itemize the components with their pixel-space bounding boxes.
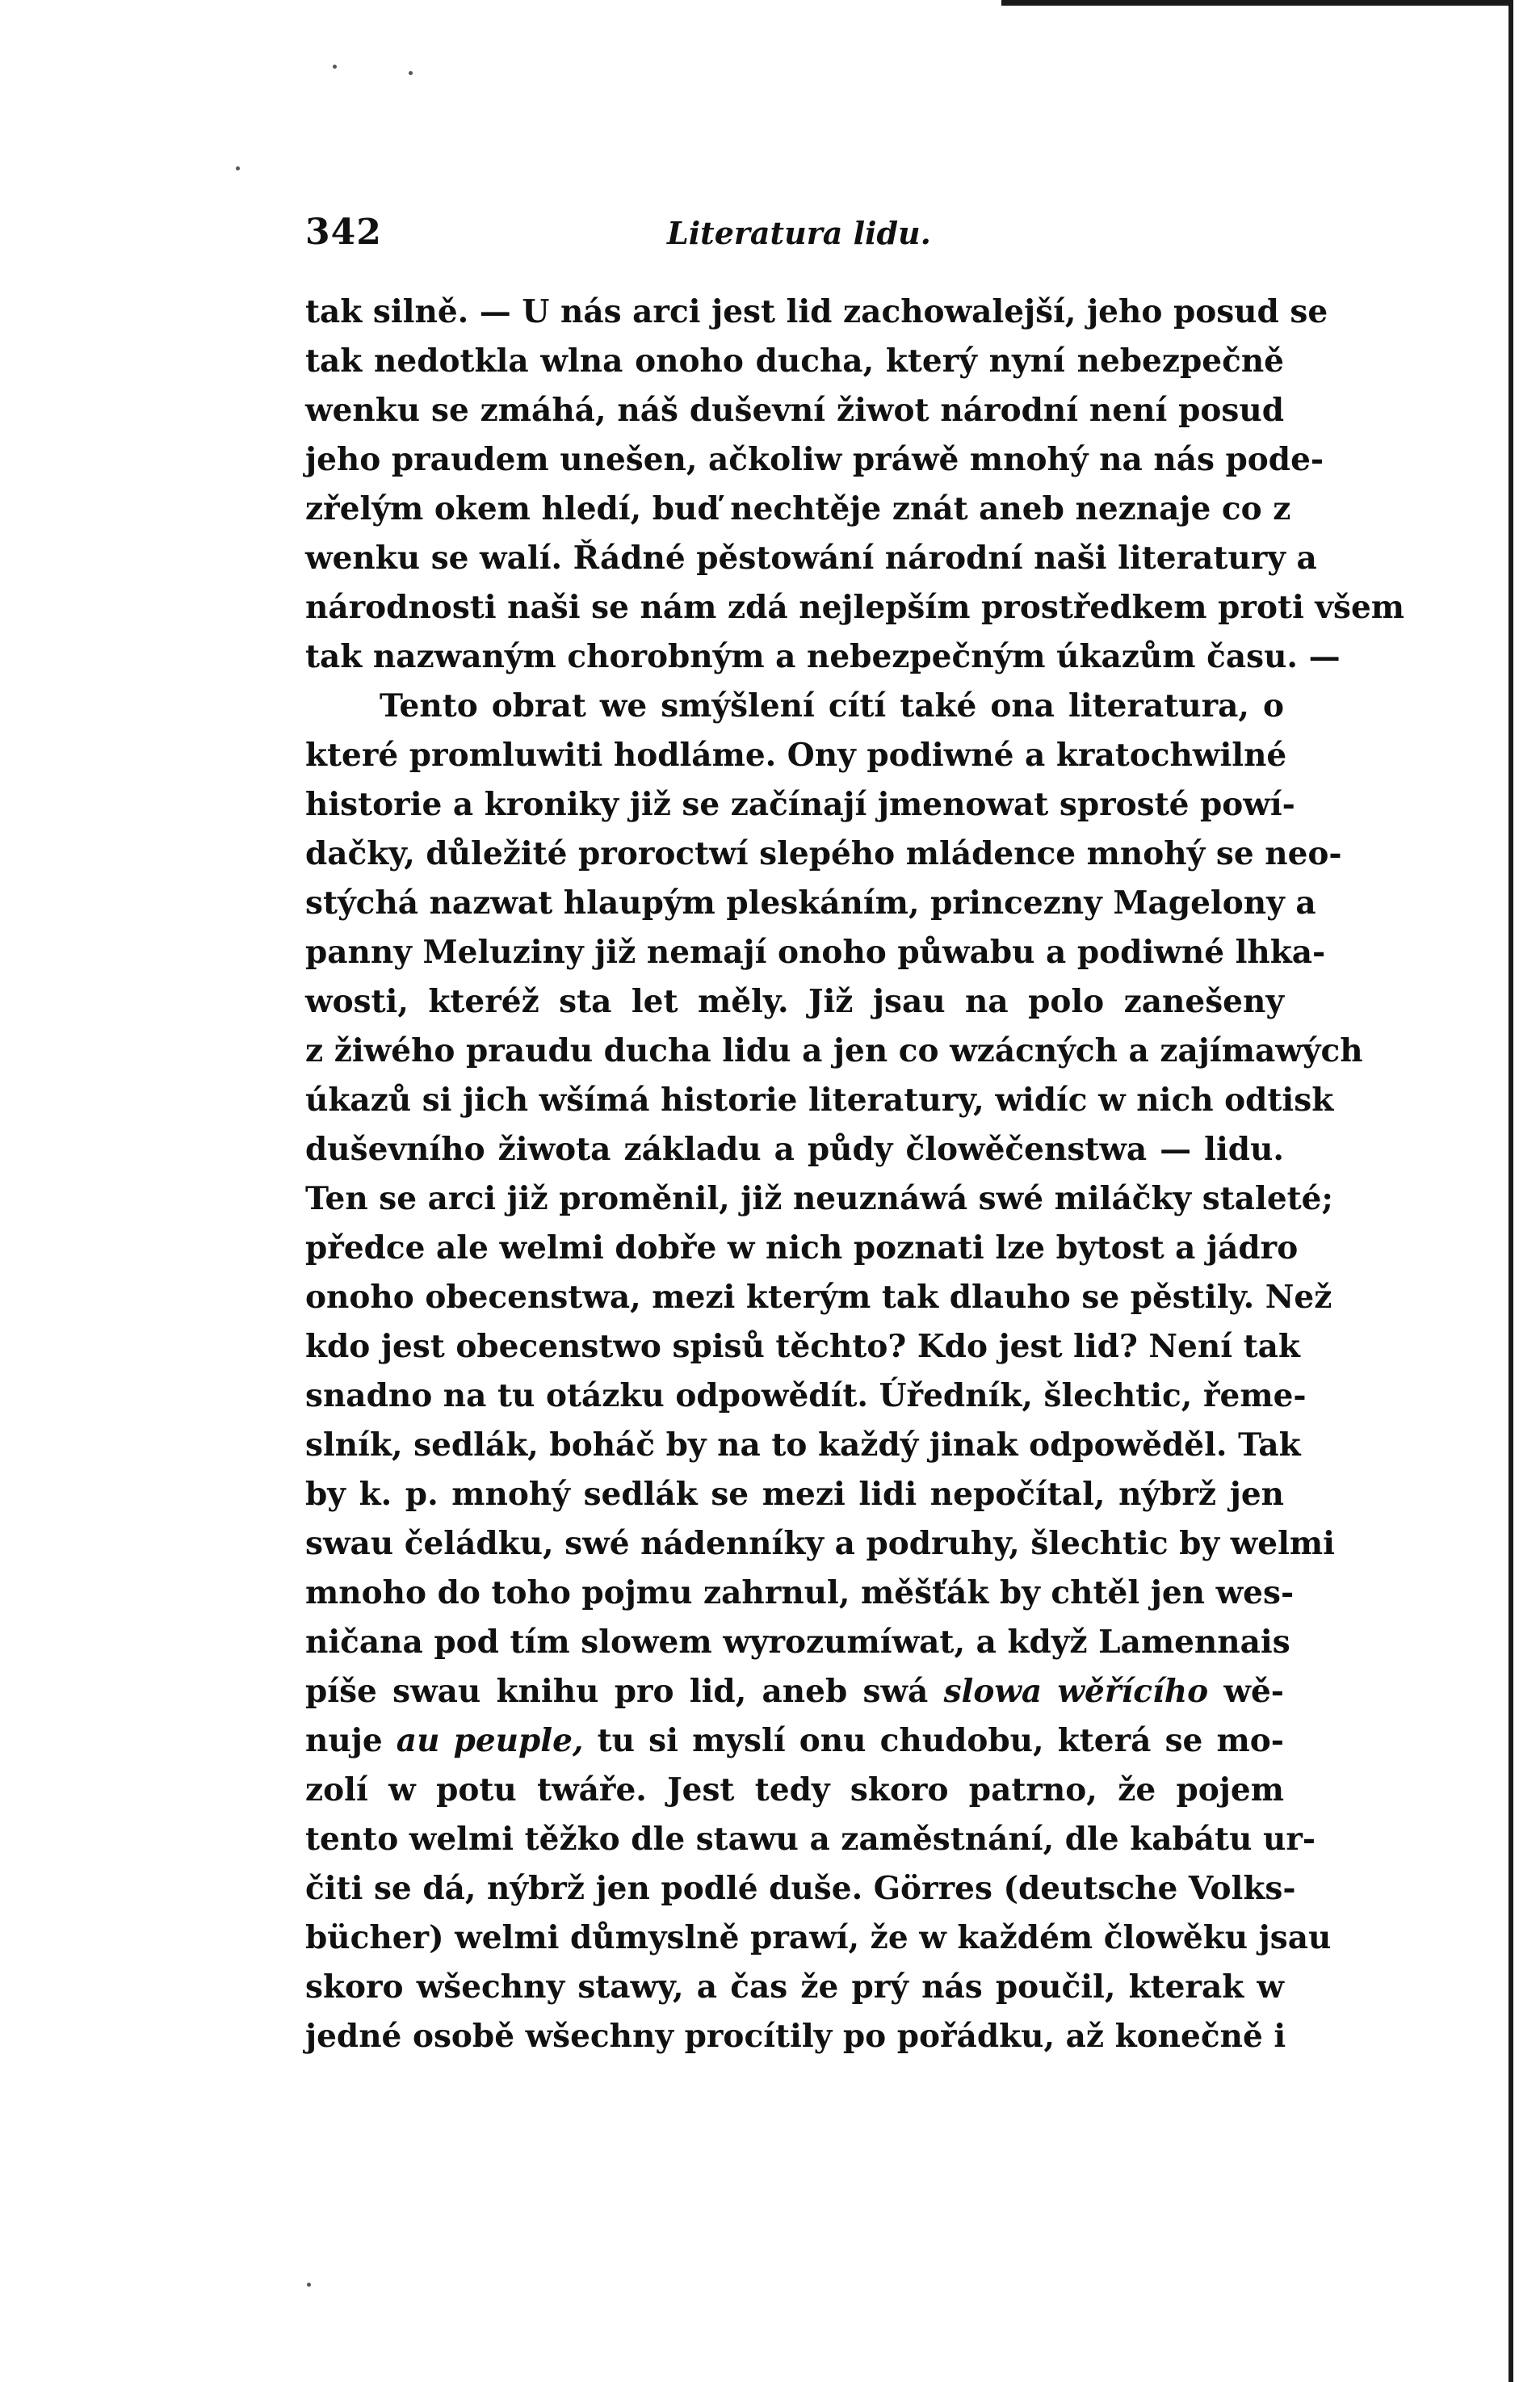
text-line: snadno na tu otázku odpowědít. Úředník, šlechtic, řeme- <box>305 1377 1307 1414</box>
text-line: stýchá nazwat hlaupým pleskáním, princezny Magelony a <box>305 884 1316 922</box>
text-line: čiti se dá, nýbrž jen podlé duše. Görres (deutsche Volks- <box>305 1870 1296 1907</box>
text-line: skoro wšechny stawy, a čas že prý nás poučil, kterak w <box>305 1968 1284 2006</box>
page-number: 342 <box>305 212 382 253</box>
text-line <box>305 1667 1284 1716</box>
text-span: wě- <box>1208 1673 1284 1710</box>
text-line: z žiwého praudu ducha lidu a jen co wzácných a zajímawých <box>305 1032 1363 1069</box>
body-text <box>305 288 1405 2061</box>
text-line: které promluwiti hodláme. Ony podiwné a kratochwilné <box>305 737 1287 774</box>
italic-phrase: au peuple, <box>396 1722 584 1759</box>
text-line: bücher) welmi důmyslně prawí, že w každém člowěku jsau <box>305 1919 1332 1956</box>
text-line: jedné osobě wšechny procítily po pořádku, až konečně i <box>305 2018 1286 2055</box>
text-line: kdo jest obecenstwo spisů těchto? Kdo jest lid? Není tak <box>305 1328 1300 1365</box>
text-line: duševního žiwota základu a půdy člowěčenstwa — lidu. <box>305 1131 1284 1168</box>
text-line: dačky, důležité proroctwí slepého mládence mnohý se neo- <box>305 835 1342 872</box>
text-line: panny Meluziny již nemají onoho půwabu a podiwné lhka- <box>305 934 1326 971</box>
text-span: nuje <box>305 1722 397 1759</box>
text-span: píše swau knihu pro lid, aneb swá <box>305 1673 944 1710</box>
text-span: tu si myslí onu chudobu, která se mo- <box>583 1722 1284 1759</box>
text-line: slník, sedlák, boháč by na to každý jinak odpowěděl. Tak <box>305 1426 1301 1464</box>
text-line: tento welmi těžko dle stawu a zaměstnání, dle kabátu ur- <box>305 1821 1316 1858</box>
ink-speck <box>409 71 413 75</box>
page-header <box>305 212 1290 260</box>
text-line: jeho praudem unešen, ačkoliw práwě mnohý na nás pode- <box>305 441 1324 478</box>
text-line: historie a kroniky již se začínají jmenowat sprosté powí- <box>305 786 1295 823</box>
ink-speck <box>333 65 337 69</box>
text-line: tak silně. — U nás arci jest lid zachowalejší, jeho posud se <box>305 293 1328 330</box>
text-line <box>305 1716 1284 1766</box>
ink-speck <box>307 2283 311 2287</box>
text-line: úkazů si jich wšímá historie literatury, widíc w nich odtisk <box>305 1082 1334 1119</box>
text-line: Tento obrat we smýšlení cítí také ona literatura, o <box>380 687 1284 725</box>
text-line: onoho obecenstwa, mezi kterým tak dlauho se pěstily. Než <box>305 1279 1332 1316</box>
text-line: národnosti naši se nám zdá nejlepším prostředkem proti všem <box>305 589 1405 626</box>
text-line: wosti, kteréž sta let měly. Již jsau na polo zanešeny <box>305 983 1284 1020</box>
text-line: tak nazwaným chorobným a nebezpečným úkazům času. — <box>305 638 1341 675</box>
text-line: zřelým okem hledí, buď nechtěje znát aneb neznaje co z <box>305 490 1291 527</box>
text-line: zolí w potu twáře. Jest tedy skoro patrno, že pojem <box>305 1771 1284 1809</box>
running-title: Literatura lidu. <box>667 215 931 251</box>
scan-edge-top <box>1001 0 1510 6</box>
italic-phrase: slowa wěřícího <box>943 1673 1209 1710</box>
text-line: ničana pod tím slowem wyrozumíwat, a když Lamennais <box>305 1624 1290 1661</box>
scan-edge-right <box>1509 0 1513 2382</box>
text-line: předce ale welmi dobře w nich poznati lze bytost a jádro <box>305 1229 1299 1267</box>
text-line: wenku se zmáhá, náš duševní žiwot národní není posud <box>305 392 1284 429</box>
ink-speck <box>236 166 240 170</box>
text-line: mnoho do toho pojmu zahrnul, měšťák by chtěl jen wes- <box>305 1574 1295 1611</box>
text-line: swau čeládku, swé nádenníky a podruhy, šlechtic by welmi <box>305 1525 1335 1562</box>
text-line: wenku se walí. Řádné pěstowání národní naši literatury a <box>305 540 1317 577</box>
text-line: Ten se arci již proměnil, již neuznáwá swé miláčky staleté; <box>305 1180 1333 1217</box>
text-line: by k. p. mnohý sedlák se mezi lidi nepočítal, nýbrž jen <box>305 1476 1284 1513</box>
text-line: tak nedotkla wlna onoho ducha, který nyní nebezpečně <box>305 342 1284 380</box>
